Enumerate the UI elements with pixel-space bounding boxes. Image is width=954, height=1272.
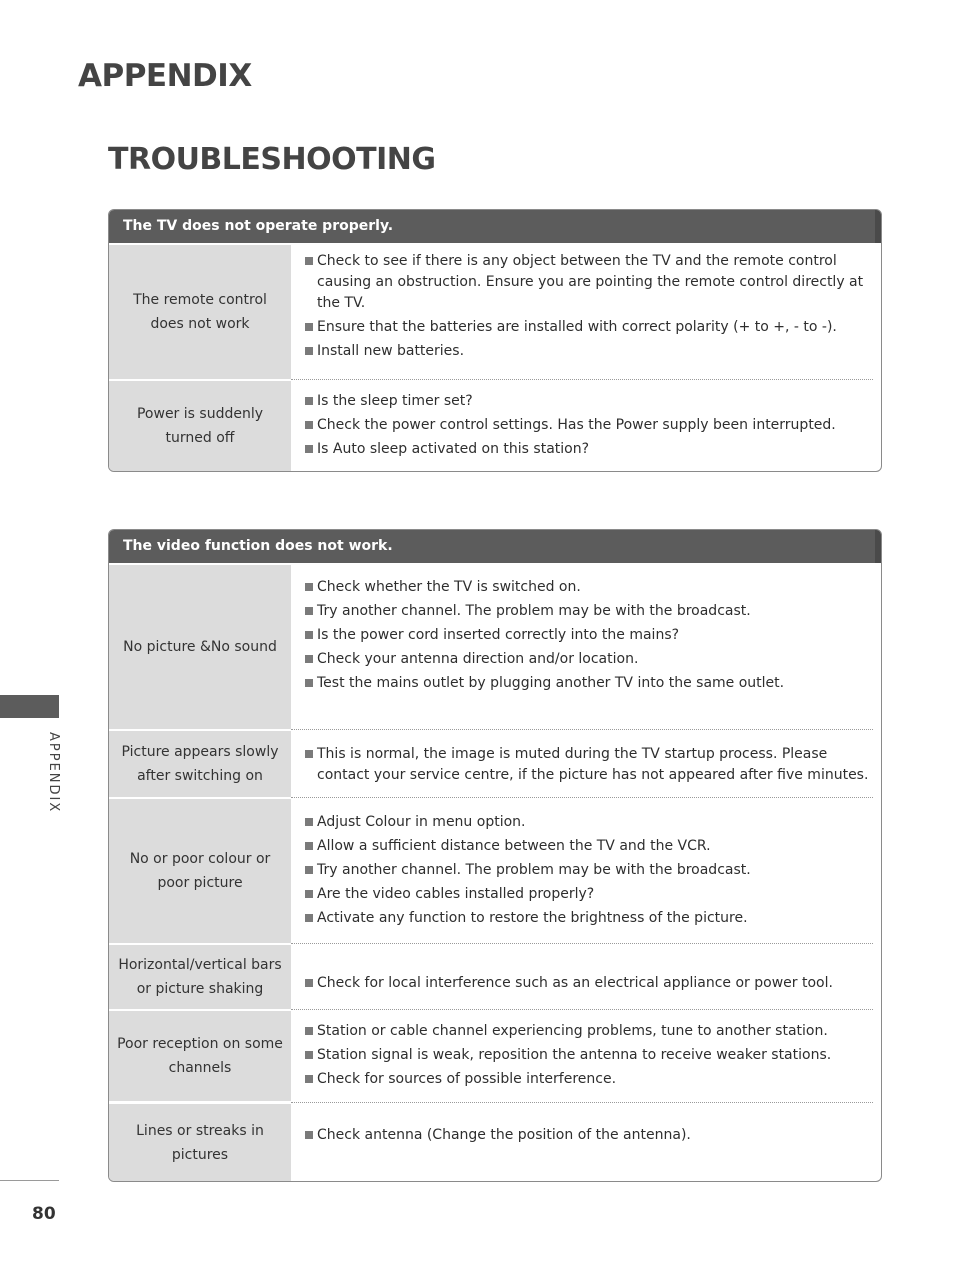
troubleshooting-panel-video bbox=[108, 529, 882, 1182]
solution-text: Check your antenna direction and/or location. bbox=[317, 651, 639, 667]
solution-text: Station or cable channel experiencing problems, tune to another station. bbox=[317, 1023, 828, 1039]
table-row bbox=[109, 565, 881, 729]
row-divider bbox=[291, 797, 873, 798]
solution-item bbox=[303, 577, 877, 598]
square-bullet-icon bbox=[305, 655, 313, 663]
square-bullet-icon bbox=[305, 1051, 313, 1059]
square-bullet-icon bbox=[305, 679, 313, 687]
table-row bbox=[109, 731, 881, 797]
table-row bbox=[109, 945, 881, 1009]
solution-text: Ensure that the batteries are installed with correct polarity (+ to +, - to -). bbox=[317, 319, 837, 335]
row-divider bbox=[291, 729, 873, 730]
row-divider bbox=[291, 379, 873, 380]
row-divider bbox=[291, 943, 873, 944]
solution-item bbox=[303, 973, 877, 994]
row-divider bbox=[291, 1102, 873, 1103]
square-bullet-icon bbox=[305, 1131, 313, 1139]
square-bullet-icon bbox=[305, 979, 313, 987]
solution-list bbox=[303, 812, 877, 943]
solution-list bbox=[303, 744, 877, 797]
square-bullet-icon bbox=[305, 631, 313, 639]
solution-item bbox=[303, 341, 877, 362]
solution-text: Check antenna (Change the position of the antenna). bbox=[317, 1127, 691, 1143]
solution-list bbox=[303, 1021, 877, 1101]
square-bullet-icon bbox=[305, 583, 313, 591]
section-title: APPENDIX bbox=[78, 58, 252, 94]
solution-item bbox=[303, 1069, 877, 1090]
solution-text: Test the mains outlet by plugging another TV into the same outlet. bbox=[317, 675, 785, 691]
solution-text: Adjust Colour in menu option. bbox=[317, 814, 526, 830]
solution-list bbox=[303, 973, 877, 1009]
troubleshooting-panel-operation bbox=[108, 209, 882, 472]
solution-item bbox=[303, 625, 877, 646]
panel-header-edge bbox=[875, 530, 881, 563]
solution-item bbox=[303, 251, 877, 314]
page-number: 80 bbox=[32, 1204, 56, 1224]
solution-item bbox=[303, 836, 877, 857]
footer-rule bbox=[0, 1180, 59, 1181]
page-title: TROUBLESHOOTING bbox=[108, 142, 436, 177]
square-bullet-icon bbox=[305, 818, 313, 826]
solution-text: Activate any function to restore the brightness of the picture. bbox=[317, 910, 748, 926]
solution-item bbox=[303, 317, 877, 338]
solution-item bbox=[303, 744, 877, 786]
solution-text: Check whether the TV is switched on. bbox=[317, 579, 581, 595]
square-bullet-icon bbox=[305, 1027, 313, 1035]
problem-label: No or poor colour or poor picture bbox=[109, 799, 291, 943]
solution-text: Check the power control settings. Has the Power supply been interrupted. bbox=[317, 417, 836, 433]
solution-item bbox=[303, 673, 877, 694]
problem-label: Lines or streaks in pictures bbox=[109, 1104, 291, 1181]
square-bullet-icon bbox=[305, 914, 313, 922]
table-row bbox=[109, 381, 881, 471]
solution-list bbox=[303, 1125, 877, 1181]
square-bullet-icon bbox=[305, 347, 313, 355]
solution-text: Check for sources of possible interference. bbox=[317, 1071, 617, 1087]
solution-text: Install new batteries. bbox=[317, 343, 465, 359]
square-bullet-icon bbox=[305, 842, 313, 850]
solution-item bbox=[303, 860, 877, 881]
solution-text: Try another channel. The problem may be with the broadcast. bbox=[317, 862, 751, 878]
solution-item bbox=[303, 391, 877, 412]
solution-text: Station signal is weak, reposition the antenna to receive weaker stations. bbox=[317, 1047, 832, 1063]
solution-text: Is the power cord inserted correctly into the mains? bbox=[317, 627, 680, 643]
table-row bbox=[109, 1011, 881, 1101]
problem-label: Horizontal/vertical bars or picture shaking bbox=[109, 945, 291, 1009]
panel-header: The video function does not work. bbox=[109, 530, 881, 563]
square-bullet-icon bbox=[305, 890, 313, 898]
solution-item bbox=[303, 649, 877, 670]
solution-item bbox=[303, 601, 877, 622]
solution-text: Try another channel. The problem may be with the broadcast. bbox=[317, 603, 751, 619]
square-bullet-icon bbox=[305, 445, 313, 453]
solution-list bbox=[303, 391, 877, 471]
problem-label: The remote control does not work bbox=[109, 245, 291, 379]
square-bullet-icon bbox=[305, 257, 313, 265]
solution-item bbox=[303, 1021, 877, 1042]
problem-label: Picture appears slowly after switching on bbox=[109, 731, 291, 797]
row-divider bbox=[291, 1009, 873, 1010]
side-section-label: APPENDIX bbox=[46, 732, 61, 814]
square-bullet-icon bbox=[305, 1075, 313, 1083]
solution-item bbox=[303, 884, 877, 905]
problem-label: Poor reception on some channels bbox=[109, 1011, 291, 1101]
square-bullet-icon bbox=[305, 750, 313, 758]
solution-text: Is the sleep timer set? bbox=[317, 393, 473, 409]
side-tab-marker bbox=[0, 695, 59, 718]
square-bullet-icon bbox=[305, 323, 313, 331]
solution-text: Check to see if there is any object between the TV and the remote control causing an obstruction. Ensure you are pointing the remote control directly at the TV. bbox=[317, 253, 864, 311]
solution-item bbox=[303, 439, 877, 460]
panel-header-edge bbox=[875, 210, 881, 243]
problem-label: Power is suddenly turned off bbox=[109, 381, 291, 471]
solution-text: Check for local interference such as an electrical appliance or power tool. bbox=[317, 975, 833, 991]
panel-header: The TV does not operate properly. bbox=[109, 210, 881, 243]
solution-item bbox=[303, 812, 877, 833]
square-bullet-icon bbox=[305, 607, 313, 615]
solution-item bbox=[303, 1125, 877, 1146]
problem-label: No picture &No sound bbox=[109, 565, 291, 729]
solution-item bbox=[303, 908, 877, 929]
solution-text: Are the video cables installed properly? bbox=[317, 886, 595, 902]
solution-list bbox=[303, 577, 877, 729]
solution-list bbox=[303, 251, 877, 379]
solution-text: Allow a sufficient distance between the TV and the VCR. bbox=[317, 838, 711, 854]
solution-text: Is Auto sleep activated on this station? bbox=[317, 441, 590, 457]
table-row bbox=[109, 1104, 881, 1181]
square-bullet-icon bbox=[305, 397, 313, 405]
solution-item bbox=[303, 1045, 877, 1066]
square-bullet-icon bbox=[305, 866, 313, 874]
table-row bbox=[109, 245, 881, 379]
solution-item bbox=[303, 415, 877, 436]
solution-text: This is normal, the image is muted during the TV startup process. Please contact your service centre, if the picture has not appeared after five minutes. bbox=[317, 746, 869, 783]
square-bullet-icon bbox=[305, 421, 313, 429]
table-row bbox=[109, 799, 881, 943]
